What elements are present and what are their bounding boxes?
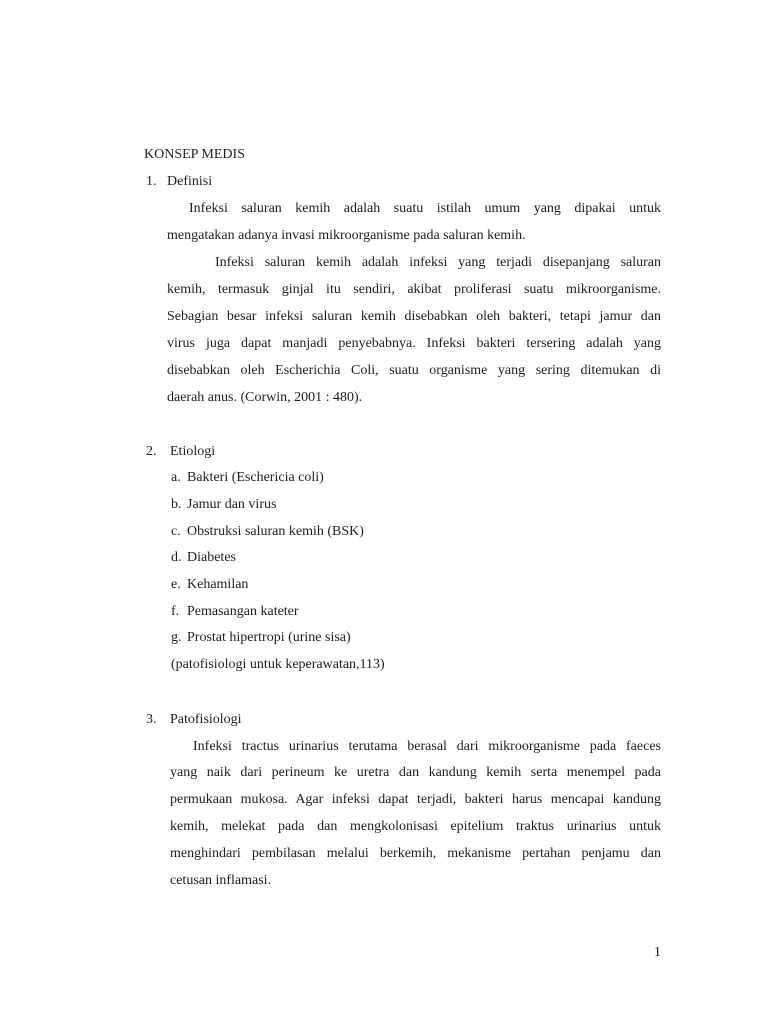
list-item-text: Prostat hipertropi (urine sisa) xyxy=(187,630,351,645)
list-item-text: Obstruksi saluran kemih (BSK) xyxy=(187,524,364,539)
list-item-text: Bakteri (Eschericia coli) xyxy=(187,470,324,485)
section-number: 3. xyxy=(146,712,157,727)
paragraph-line: cetusan inflamasi. xyxy=(170,873,272,888)
list-item xyxy=(171,549,236,567)
paragraph-line: kemih, melekat pada dan mengkolonisasi epitelium traktus urinarius untuk xyxy=(170,819,661,834)
paragraph-line: menghindari pembilasan melalui berkemih, mekanisme pertahan penjamu dan xyxy=(170,846,661,861)
list-marker: e. xyxy=(171,577,181,592)
list-marker: a. xyxy=(171,470,181,485)
list-item xyxy=(171,629,351,647)
page-number: 1 xyxy=(654,945,661,960)
paragraph-line: Infeksi tractus urinarius terutama berasal dari mikroorganisme pada faeces xyxy=(193,739,661,754)
list-marker: g. xyxy=(171,630,182,645)
paragraph-line: Infeksi saluran kemih adalah suatu istilah umum yang dipakai untuk xyxy=(189,201,661,216)
paragraph-line: yang naik dari perineum ke uretra dan kandung kemih serta menempel pada xyxy=(170,765,661,780)
document-title: KONSEP MEDIS xyxy=(144,147,245,162)
paragraph-line: daerah anus. (Corwin, 2001 : 480). xyxy=(167,390,363,405)
list-marker: c. xyxy=(171,524,181,539)
list-item xyxy=(171,576,248,594)
paragraph-line: permukaan mukosa. Agar infeksi dapat terjadi, bakteri harus mencapai kandung xyxy=(170,792,661,807)
paragraph-line: kemih, termasuk ginjal itu sendiri, akibat proliferasi suatu mikroorganisme. xyxy=(167,282,661,297)
paragraph-line: mengatakan adanya invasi mikroorganisme pada saluran kemih. xyxy=(167,228,526,243)
paragraph-line: disebabkan oleh Escherichia Coli, suatu organisme yang sering ditemukan di xyxy=(167,363,661,378)
list-item-text: Pemasangan kateter xyxy=(187,604,299,619)
list-marker: d. xyxy=(171,550,182,565)
list-item-text: Diabetes xyxy=(187,550,236,565)
list-item xyxy=(171,523,364,541)
list-item xyxy=(171,603,299,621)
list-item xyxy=(171,496,276,514)
list-marker: f. xyxy=(171,604,180,619)
section-number: 2. xyxy=(146,444,157,459)
list-item-text: Kehamilan xyxy=(187,577,249,592)
list-item xyxy=(171,469,324,487)
section-heading: Etiologi xyxy=(170,444,216,459)
paragraph-line: Infeksi saluran kemih adalah infeksi yang terjadi disepanjang saluran xyxy=(215,255,661,270)
citation: (patofisiologi untuk keperawatan,113) xyxy=(171,657,385,672)
section-heading: Patofisiologi xyxy=(170,712,242,727)
paragraph-line: Sebagian besar infeksi saluran kemih disebabkan oleh bakteri, tetapi jamur dan xyxy=(167,309,661,324)
section-heading: Definisi xyxy=(167,174,213,189)
list-item-text: Jamur dan virus xyxy=(187,497,277,512)
paragraph-line: virus juga dapat manjadi penyebabnya. Infeksi bakteri tersering adalah yang xyxy=(167,336,661,351)
list-marker: b. xyxy=(171,497,182,512)
section-number: 1. xyxy=(146,174,157,189)
